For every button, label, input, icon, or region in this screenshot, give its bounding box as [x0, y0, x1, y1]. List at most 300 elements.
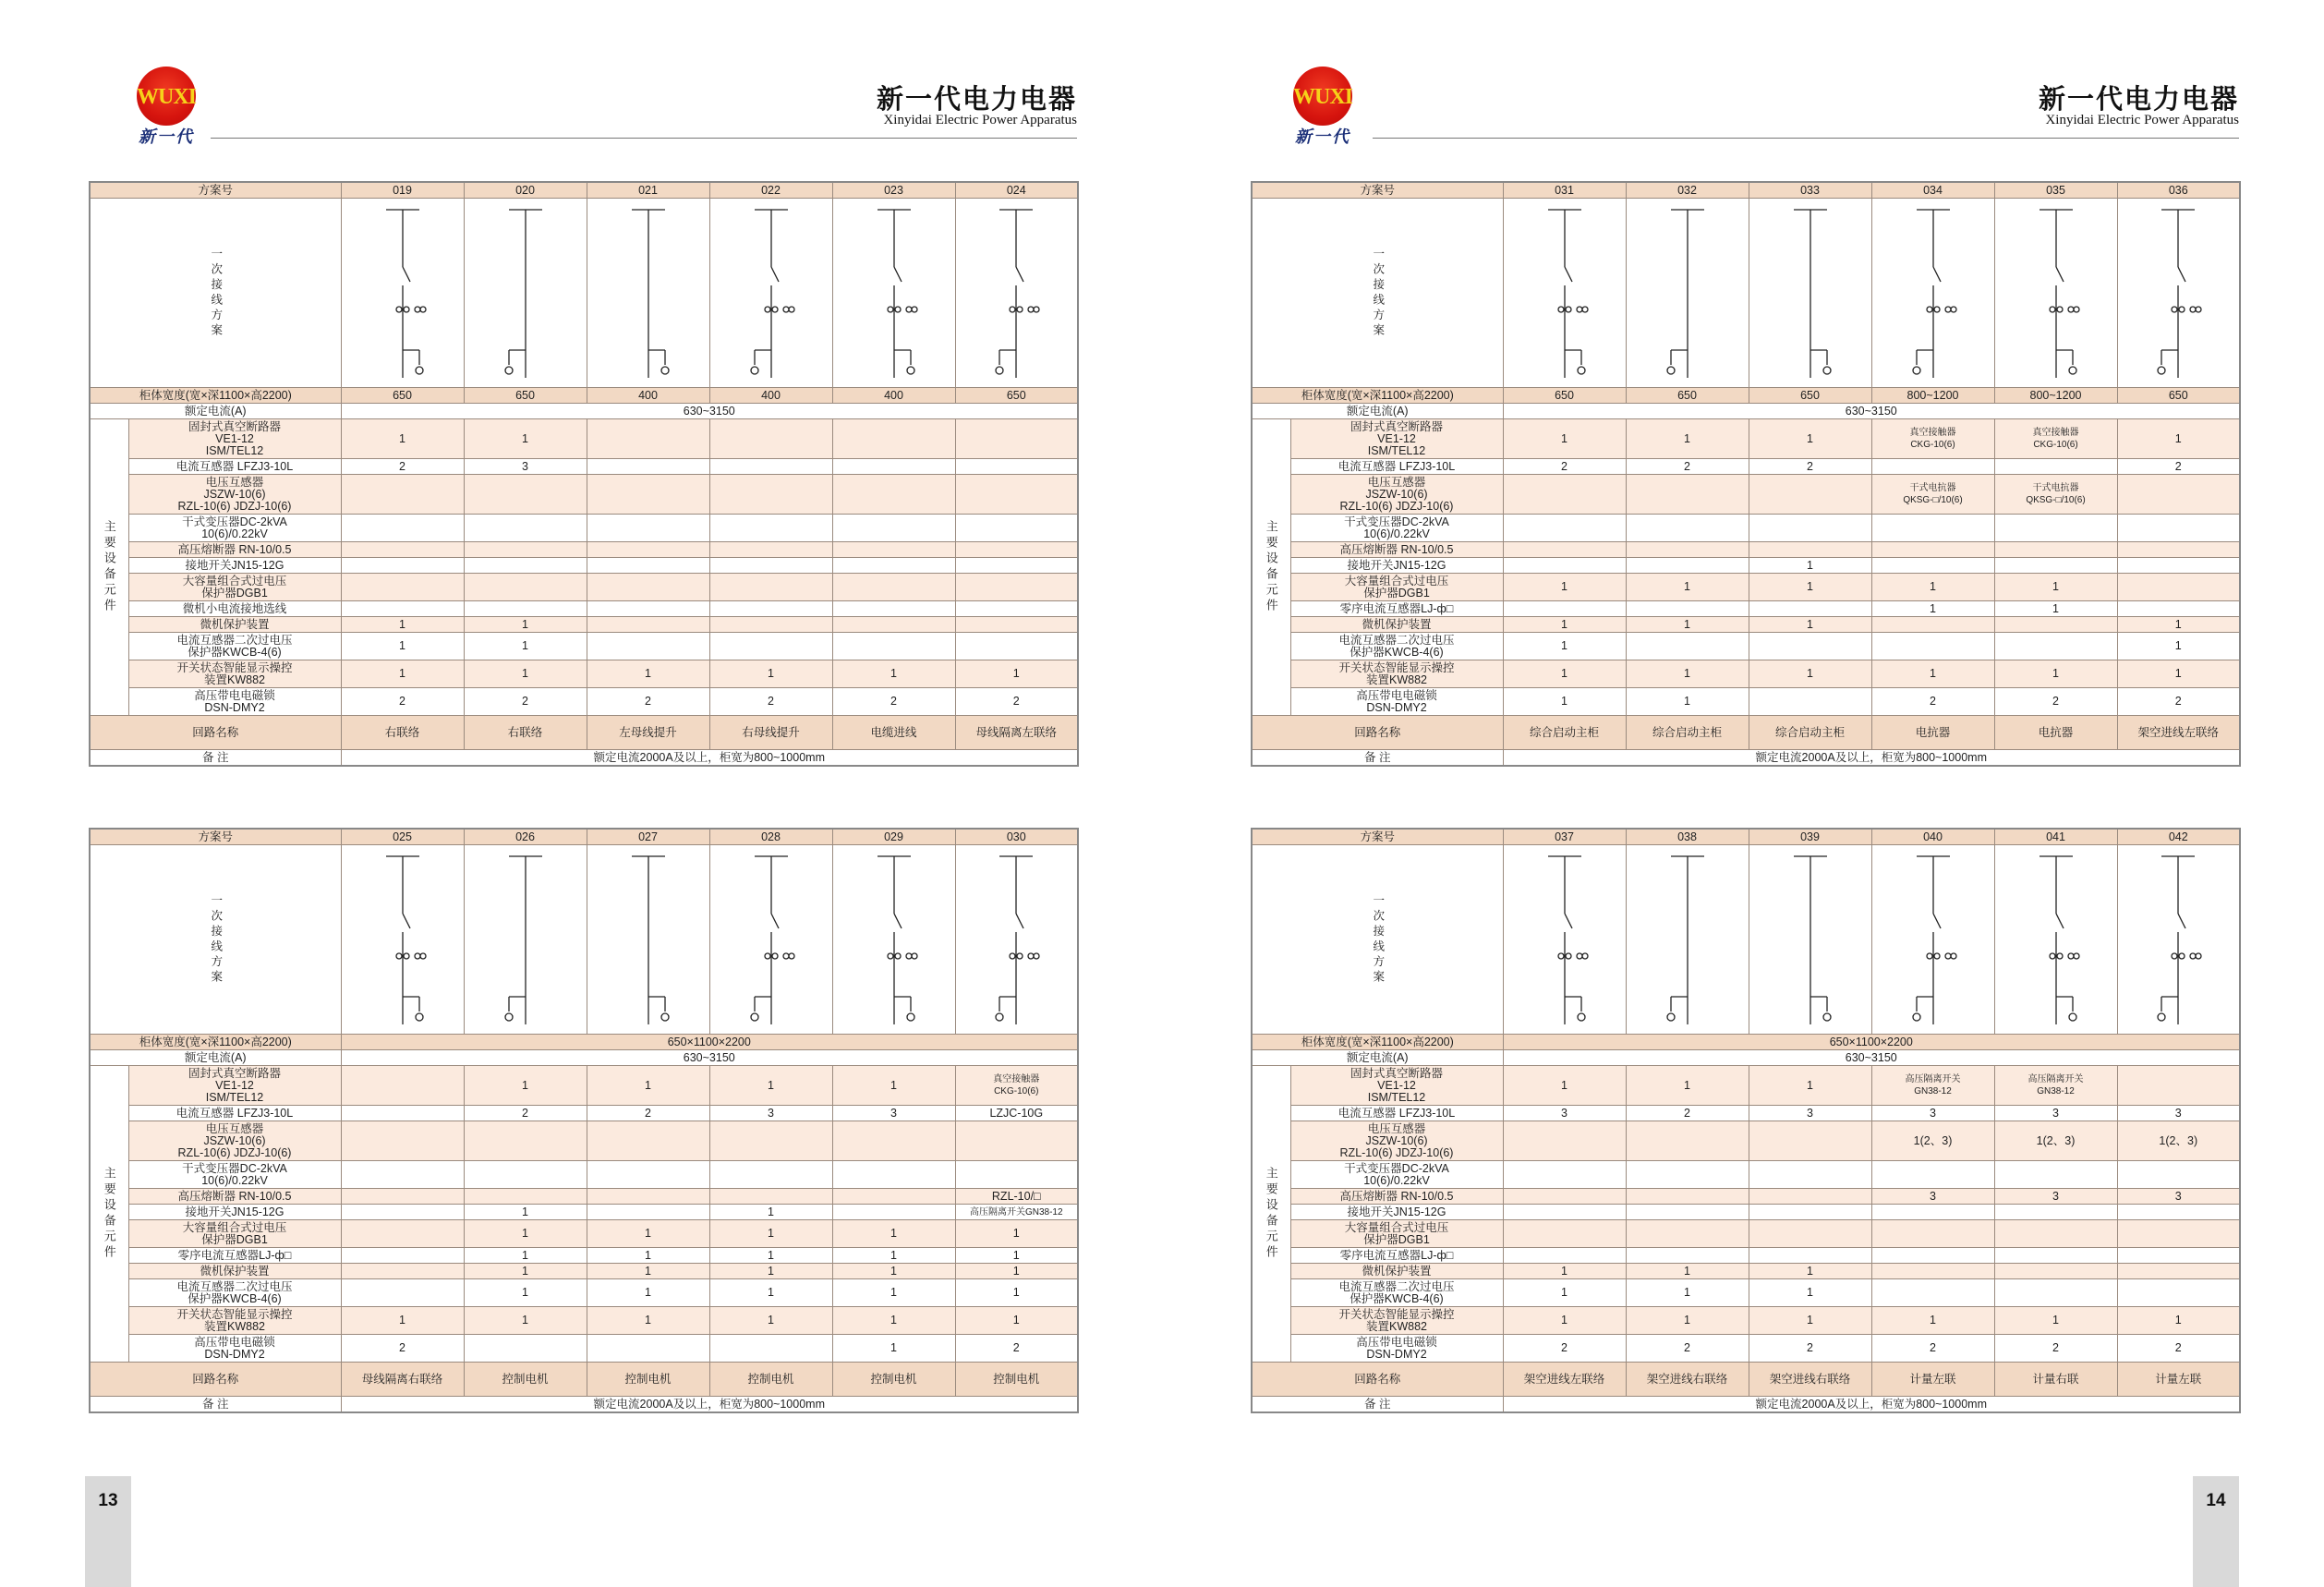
- equipment-qty: [1749, 601, 1871, 617]
- equipment-qty: 3: [1749, 1106, 1871, 1121]
- width-value: 650×1100×2200: [1503, 1035, 2240, 1050]
- diagram-cell: [709, 199, 832, 388]
- diagram-cell: [341, 845, 464, 1035]
- equipment-qty: [1503, 1161, 1626, 1189]
- note-label: 备 注: [1252, 750, 1503, 767]
- brand-title: 新一代电力电器: [2038, 83, 2239, 115]
- equipment-qty: 1: [341, 419, 464, 459]
- single-line-diagram-icon: [366, 202, 440, 383]
- equipment-qty: [1994, 542, 2117, 558]
- equipment-qty: [955, 574, 1078, 601]
- width-value: 650: [955, 388, 1078, 404]
- note-value: 额定电流2000A及以上，柜宽为800~1000mm: [1503, 1397, 2240, 1413]
- page-number-tab: [2193, 1476, 2239, 1587]
- equipment-qty: 2: [2117, 1335, 2240, 1363]
- equipment-qty: [341, 574, 464, 601]
- loop-name: 计量左联: [2117, 1363, 2240, 1397]
- equipment-qty: 真空接触器 CKG-10(6): [1994, 419, 2117, 459]
- equipment-qty: [832, 601, 955, 617]
- equipment-qty: 1: [1749, 660, 1871, 688]
- equipment-qty: [341, 542, 464, 558]
- loop-name: 母线隔离右联络: [341, 1363, 464, 1397]
- equipment-qty: [587, 459, 709, 475]
- equipment-qty: [587, 1189, 709, 1205]
- scheme-number: 041: [1994, 829, 2117, 845]
- equipment-qty: [1749, 1189, 1871, 1205]
- diagram-label: 一次接线方案: [1252, 845, 1503, 1035]
- equipment-qty: [2117, 1264, 2240, 1279]
- loop-name: 电抗器: [1994, 716, 2117, 750]
- equipment-name: 干式变压器DC-2kVA 10(6)/0.22kV: [128, 1161, 341, 1189]
- equipment-qty: 1: [955, 1307, 1078, 1335]
- equipment-qty: 1: [341, 633, 464, 660]
- equipment-qty: 1: [832, 1279, 955, 1307]
- equipment-qty: 1: [341, 1307, 464, 1335]
- equipment-qty: [341, 1066, 464, 1106]
- equipment-name: 电压互感器 JSZW-10(6) RZL-10(6) JDZJ-10(6): [128, 475, 341, 515]
- equipment-qty: 1: [709, 1264, 832, 1279]
- equipment-qty: 2: [2117, 459, 2240, 475]
- equipment-qty: 1: [587, 1248, 709, 1264]
- current-value: 630~3150: [341, 404, 1078, 419]
- equipment-name: 干式变压器DC-2kVA 10(6)/0.22kV: [128, 515, 341, 542]
- equipment-qty: [1994, 558, 2117, 574]
- width-value: 400: [709, 388, 832, 404]
- equipment-qty: [2117, 475, 2240, 515]
- equipment-name: 电压互感器 JSZW-10(6) RZL-10(6) JDZJ-10(6): [128, 1121, 341, 1161]
- equipment-qty: [709, 1121, 832, 1161]
- scheme-number: 025: [341, 829, 464, 845]
- equipment-qty: [464, 601, 587, 617]
- equipment-name: 接地开关JN15-12G: [128, 1205, 341, 1220]
- loop-name: 综合启动主柜: [1626, 716, 1749, 750]
- equipment-qty: [832, 1189, 955, 1205]
- scheme-number: 029: [832, 829, 955, 845]
- equipment-qty: 1: [341, 617, 464, 633]
- equipment-name: 大容量组合式过电压 保护器DGB1: [1290, 574, 1503, 601]
- equipment-qty: 1: [341, 660, 464, 688]
- scheme-number: 035: [1994, 182, 2117, 199]
- diagram-cell: [1994, 845, 2117, 1035]
- equipment-qty: [1994, 633, 2117, 660]
- single-line-diagram-icon: [2019, 849, 2093, 1030]
- equipment-name: 高压带电电磁锁 DSN-DMY2: [128, 1335, 341, 1363]
- note-label: 备 注: [90, 750, 341, 767]
- equipment-qty: [1871, 542, 1994, 558]
- scheme-number: 032: [1626, 182, 1749, 199]
- equipment-qty: [587, 475, 709, 515]
- equipment-qty: 2: [2117, 688, 2240, 716]
- equipment-qty: [955, 459, 1078, 475]
- note-label: 备 注: [1252, 1397, 1503, 1413]
- equipment-qty: 高压隔离开关 GN38-12: [1871, 1066, 1994, 1106]
- diagram-label: 一次接线方案: [1252, 199, 1503, 388]
- equipment-qty: 真空接触器 CKG-10(6): [1871, 419, 1994, 459]
- equipment-qty: [1626, 1121, 1749, 1161]
- equipment-qty: [1749, 542, 1871, 558]
- equipment-qty: 2: [1871, 1335, 1994, 1363]
- scheme-number: 019: [341, 182, 464, 199]
- width-value: 650: [1626, 388, 1749, 404]
- equipment-label: 主要设备元件: [90, 419, 128, 716]
- loop-name: 控制电机: [955, 1363, 1078, 1397]
- equipment-qty: 1: [1749, 1066, 1871, 1106]
- equipment-qty: 1: [955, 1264, 1078, 1279]
- equipment-qty: [587, 1121, 709, 1161]
- equipment-qty: [955, 558, 1078, 574]
- equipment-name: 开关状态智能显示操控 装置KW882: [128, 660, 341, 688]
- equipment-name: 接地开关JN15-12G: [1290, 1205, 1503, 1220]
- equipment-name: 微机保护装置: [128, 1264, 341, 1279]
- equipment-qty: [341, 1121, 464, 1161]
- equipment-qty: 2: [955, 688, 1078, 716]
- equipment-qty: [341, 475, 464, 515]
- equipment-qty: [1626, 475, 1749, 515]
- company-logo: [129, 67, 203, 150]
- equipment-name: 固封式真空断路器 VE1-12 ISM/TEL12: [1290, 419, 1503, 459]
- equipment-qty: 1: [464, 419, 587, 459]
- equipment-qty: [1503, 1121, 1626, 1161]
- equipment-qty: [955, 475, 1078, 515]
- single-line-diagram-icon: [2141, 849, 2215, 1030]
- scheme-number: 023: [832, 182, 955, 199]
- equipment-qty: [1871, 459, 1994, 475]
- scheme-number: 028: [709, 829, 832, 845]
- equipment-qty: 2: [587, 688, 709, 716]
- scheme-number: 037: [1503, 829, 1626, 845]
- scheme-number-label: 方案号: [1252, 829, 1503, 845]
- equipment-qty: 1: [1871, 601, 1994, 617]
- scheme-table: [89, 828, 1079, 1413]
- equipment-qty: [1626, 601, 1749, 617]
- equipment-qty: [1626, 542, 1749, 558]
- equipment-qty: [955, 542, 1078, 558]
- equipment-qty: 2: [1749, 459, 1871, 475]
- scheme-number: 022: [709, 182, 832, 199]
- equipment-qty: 3: [2117, 1106, 2240, 1121]
- equipment-qty: [1871, 558, 1994, 574]
- diagram-cell: [587, 199, 709, 388]
- single-line-diagram-icon: [857, 849, 931, 1030]
- diagram-cell: [709, 845, 832, 1035]
- diagram-cell: [1626, 845, 1749, 1035]
- equipment-qty: [1503, 601, 1626, 617]
- diagram-cell: [832, 845, 955, 1035]
- equipment-qty: [1871, 617, 1994, 633]
- equipment-qty: [1994, 515, 2117, 542]
- equipment-qty: [587, 515, 709, 542]
- equipment-name: 电流互感器 LFZJ3-10L: [128, 459, 341, 475]
- equipment-qty: [709, 633, 832, 660]
- diagram-cell: [832, 199, 955, 388]
- width-value: 650: [464, 388, 587, 404]
- single-line-diagram-icon: [979, 849, 1053, 1030]
- scheme-number: 039: [1749, 829, 1871, 845]
- equipment-qty: [464, 558, 587, 574]
- equipment-qty: 1: [1503, 688, 1626, 716]
- single-line-diagram-icon: [1528, 202, 1602, 383]
- width-value: 800~1200: [1871, 388, 1994, 404]
- equipment-qty: [1994, 1279, 2117, 1307]
- equipment-name: 开关状态智能显示操控 装置KW882: [128, 1307, 341, 1335]
- current-label: 额定电流(A): [1252, 404, 1503, 419]
- equipment-qty: [1626, 1205, 1749, 1220]
- equipment-qty: 1(2、3): [1871, 1121, 1994, 1161]
- equipment-qty: 1: [1871, 1307, 1994, 1335]
- equipment-qty: [832, 419, 955, 459]
- equipment-qty: 1: [1503, 419, 1626, 459]
- equipment-qty: 2: [1626, 1335, 1749, 1363]
- equipment-qty: 1: [464, 1307, 587, 1335]
- equipment-label: 主要设备元件: [1252, 419, 1290, 716]
- loop-name: 控制电机: [464, 1363, 587, 1397]
- equipment-qty: [709, 515, 832, 542]
- equipment-qty: [709, 459, 832, 475]
- equipment-qty: [955, 617, 1078, 633]
- equipment-name: 大容量组合式过电压 保护器DGB1: [128, 574, 341, 601]
- equipment-name: 高压带电电磁锁 DSN-DMY2: [1290, 1335, 1503, 1363]
- diagram-cell: [1749, 199, 1871, 388]
- equipment-qty: 1: [709, 1205, 832, 1220]
- width-value: 400: [832, 388, 955, 404]
- equipment-qty: [341, 1248, 464, 1264]
- equipment-name: 电流互感器 LFZJ3-10L: [1290, 1106, 1503, 1121]
- equipment-qty: [1749, 1205, 1871, 1220]
- equipment-qty: 1: [1503, 617, 1626, 633]
- equipment-qty: 真空接触器 CKG-10(6): [955, 1066, 1078, 1106]
- single-line-diagram-icon: [1896, 202, 1970, 383]
- loop-name: 计量左联: [1871, 1363, 1994, 1397]
- current-label: 额定电流(A): [90, 1050, 341, 1066]
- equipment-qty: 1: [955, 660, 1078, 688]
- width-value: 650: [341, 388, 464, 404]
- current-label: 额定电流(A): [1252, 1050, 1503, 1066]
- equipment-qty: LZJC-10G: [955, 1106, 1078, 1121]
- loop-name: 架空进线右联络: [1749, 1363, 1871, 1397]
- equipment-name: 电流互感器二次过电压 保护器KWCB-4(6): [128, 633, 341, 660]
- scheme-number-label: 方案号: [90, 829, 341, 845]
- current-label: 额定电流(A): [90, 404, 341, 419]
- single-line-diagram-icon: [489, 849, 563, 1030]
- logo-cn-text: 新一代: [139, 127, 194, 146]
- equipment-qty: [709, 1161, 832, 1189]
- logo-text: WUXI: [136, 85, 196, 109]
- diagram-cell: [464, 199, 587, 388]
- scheme-number: 027: [587, 829, 709, 845]
- header-divider: [211, 138, 1077, 139]
- equipment-qty: 1(2、3): [2117, 1121, 2240, 1161]
- equipment-qty: 2: [1994, 688, 2117, 716]
- equipment-name: 微机保护装置: [1290, 617, 1503, 633]
- equipment-qty: 1: [1503, 1279, 1626, 1307]
- equipment-qty: [832, 542, 955, 558]
- equipment-qty: [341, 1106, 464, 1121]
- scheme-number: 026: [464, 829, 587, 845]
- equipment-qty: [341, 1205, 464, 1220]
- equipment-qty: 1: [1503, 660, 1626, 688]
- equipment-qty: [1503, 542, 1626, 558]
- equipment-qty: 1: [955, 1248, 1078, 1264]
- equipment-qty: [464, 515, 587, 542]
- equipment-name: 固封式真空断路器 VE1-12 ISM/TEL12: [128, 1066, 341, 1106]
- equipment-qty: [709, 617, 832, 633]
- loop-name: 计量右联: [1994, 1363, 2117, 1397]
- loop-name: 母线隔离左联络: [955, 716, 1078, 750]
- width-value: 800~1200: [1994, 388, 2117, 404]
- diagram-cell: [2117, 845, 2240, 1035]
- loop-name-label: 回路名称: [1252, 1363, 1503, 1397]
- scheme-number: 024: [955, 182, 1078, 199]
- equipment-name: 干式变压器DC-2kVA 10(6)/0.22kV: [1290, 1161, 1503, 1189]
- width-value: 650: [1503, 388, 1626, 404]
- equipment-qty: [464, 475, 587, 515]
- equipment-qty: [1626, 1248, 1749, 1264]
- equipment-qty: [341, 1161, 464, 1189]
- equipment-qty: 1: [1749, 419, 1871, 459]
- equipment-qty: 1: [1994, 574, 2117, 601]
- equipment-qty: [2117, 601, 2240, 617]
- equipment-name: 大容量组合式过电压 保护器DGB1: [1290, 1220, 1503, 1248]
- equipment-qty: [832, 633, 955, 660]
- equipment-qty: 3: [832, 1106, 955, 1121]
- equipment-qty: [2117, 1248, 2240, 1264]
- equipment-qty: [1503, 558, 1626, 574]
- logo-text: WUXI: [1292, 85, 1352, 109]
- equipment-name: 高压熔断器 RN-10/0.5: [1290, 542, 1503, 558]
- equipment-qty: [832, 1161, 955, 1189]
- scheme-table: [89, 181, 1079, 767]
- equipment-qty: [341, 601, 464, 617]
- equipment-qty: 2: [955, 1335, 1078, 1363]
- width-value: 650×1100×2200: [341, 1035, 1078, 1050]
- equipment-qty: 1: [1626, 1279, 1749, 1307]
- scheme-number: 042: [2117, 829, 2240, 845]
- equipment-qty: 高压隔离开关 GN38-12: [1994, 1066, 2117, 1106]
- equipment-qty: 1: [1749, 617, 1871, 633]
- equipment-qty: 1: [464, 1220, 587, 1248]
- equipment-qty: [709, 1335, 832, 1363]
- single-line-diagram-icon: [979, 202, 1053, 383]
- equipment-name: 微机保护装置: [1290, 1264, 1503, 1279]
- equipment-name: 高压带电电磁锁 DSN-DMY2: [128, 688, 341, 716]
- diagram-cell: [955, 199, 1078, 388]
- equipment-qty: [1626, 1220, 1749, 1248]
- equipment-qty: [1871, 633, 1994, 660]
- loop-name: 右联络: [341, 716, 464, 750]
- equipment-qty: [1871, 1279, 1994, 1307]
- equipment-qty: [1503, 1205, 1626, 1220]
- equipment-qty: [1626, 1189, 1749, 1205]
- scheme-number: 020: [464, 182, 587, 199]
- note-value: 额定电流2000A及以上，柜宽为800~1000mm: [1503, 750, 2240, 767]
- single-line-diagram-icon: [1896, 849, 1970, 1030]
- diagram-cell: [1503, 845, 1626, 1035]
- equipment-qty: 2: [709, 688, 832, 716]
- equipment-name: 固封式真空断路器 VE1-12 ISM/TEL12: [1290, 1066, 1503, 1106]
- equipment-qty: 1: [2117, 419, 2240, 459]
- equipment-qty: [832, 515, 955, 542]
- equipment-qty: 1: [1994, 601, 2117, 617]
- equipment-qty: 2: [341, 1335, 464, 1363]
- equipment-name: 电流互感器二次过电压 保护器KWCB-4(6): [1290, 633, 1503, 660]
- equipment-qty: 1: [832, 660, 955, 688]
- diagram-cell: [1749, 845, 1871, 1035]
- diagram-label: 一次接线方案: [90, 845, 341, 1035]
- equipment-qty: 1: [1749, 574, 1871, 601]
- equipment-qty: 2: [1994, 1335, 2117, 1363]
- header-divider: [1373, 138, 2239, 139]
- equipment-name: 高压带电电磁锁 DSN-DMY2: [1290, 688, 1503, 716]
- equipment-qty: [1503, 1220, 1626, 1248]
- equipment-qty: 1: [464, 617, 587, 633]
- equipment-qty: [1749, 1220, 1871, 1248]
- equipment-qty: 2: [832, 688, 955, 716]
- equipment-qty: 2: [341, 688, 464, 716]
- equipment-qty: [832, 475, 955, 515]
- equipment-qty: [587, 1335, 709, 1363]
- loop-name: 控制电机: [832, 1363, 955, 1397]
- equipment-qty: 1: [1749, 1279, 1871, 1307]
- equipment-qty: [832, 459, 955, 475]
- equipment-qty: 1: [1503, 574, 1626, 601]
- loop-name-label: 回路名称: [90, 1363, 341, 1397]
- equipment-qty: [709, 558, 832, 574]
- equipment-qty: [955, 419, 1078, 459]
- page-number: 14: [2206, 1491, 2226, 1510]
- equipment-qty: [1503, 515, 1626, 542]
- diagram-cell: [1503, 199, 1626, 388]
- current-value: 630~3150: [1503, 1050, 2240, 1066]
- equipment-qty: 1: [2117, 1307, 2240, 1335]
- equipment-qty: 3: [1503, 1106, 1626, 1121]
- diagram-cell: [2117, 199, 2240, 388]
- equipment-qty: [832, 617, 955, 633]
- loop-name: 控制电机: [709, 1363, 832, 1397]
- scheme-number: 033: [1749, 182, 1871, 199]
- equipment-qty: [464, 1121, 587, 1161]
- equipment-name: 电流互感器 LFZJ3-10L: [1290, 459, 1503, 475]
- equipment-qty: 2: [1503, 459, 1626, 475]
- equipment-name: 高压熔断器 RN-10/0.5: [128, 1189, 341, 1205]
- equipment-qty: 3: [464, 459, 587, 475]
- single-line-diagram-icon: [2019, 202, 2093, 383]
- equipment-qty: 1: [1626, 617, 1749, 633]
- equipment-name: 微机小电流接地选线: [128, 601, 341, 617]
- width-label: 柜体宽度(宽×深1100×高2200): [1252, 1035, 1503, 1050]
- equipment-qty: 1: [1749, 1307, 1871, 1335]
- equipment-qty: 1: [832, 1248, 955, 1264]
- equipment-qty: [955, 633, 1078, 660]
- equipment-qty: [2117, 1161, 2240, 1189]
- equipment-qty: [709, 574, 832, 601]
- equipment-qty: 干式电抗器 QKSG-□/10(6): [1994, 475, 2117, 515]
- equipment-qty: [1749, 1161, 1871, 1189]
- equipment-qty: [1503, 475, 1626, 515]
- equipment-qty: 1: [1503, 1066, 1626, 1106]
- scheme-number: 021: [587, 182, 709, 199]
- equipment-qty: 1: [832, 1264, 955, 1279]
- company-logo: [1286, 67, 1360, 150]
- equipment-name: 电流互感器 LFZJ3-10L: [128, 1106, 341, 1121]
- equipment-qty: [1994, 1248, 2117, 1264]
- width-value: 650: [2117, 388, 2240, 404]
- equipment-qty: 1: [464, 633, 587, 660]
- loop-name: 综合启动主柜: [1503, 716, 1626, 750]
- loop-name: 左母线提升: [587, 716, 709, 750]
- diagram-cell: [341, 199, 464, 388]
- equipment-qty: 1: [2117, 617, 2240, 633]
- equipment-qty: [1749, 515, 1871, 542]
